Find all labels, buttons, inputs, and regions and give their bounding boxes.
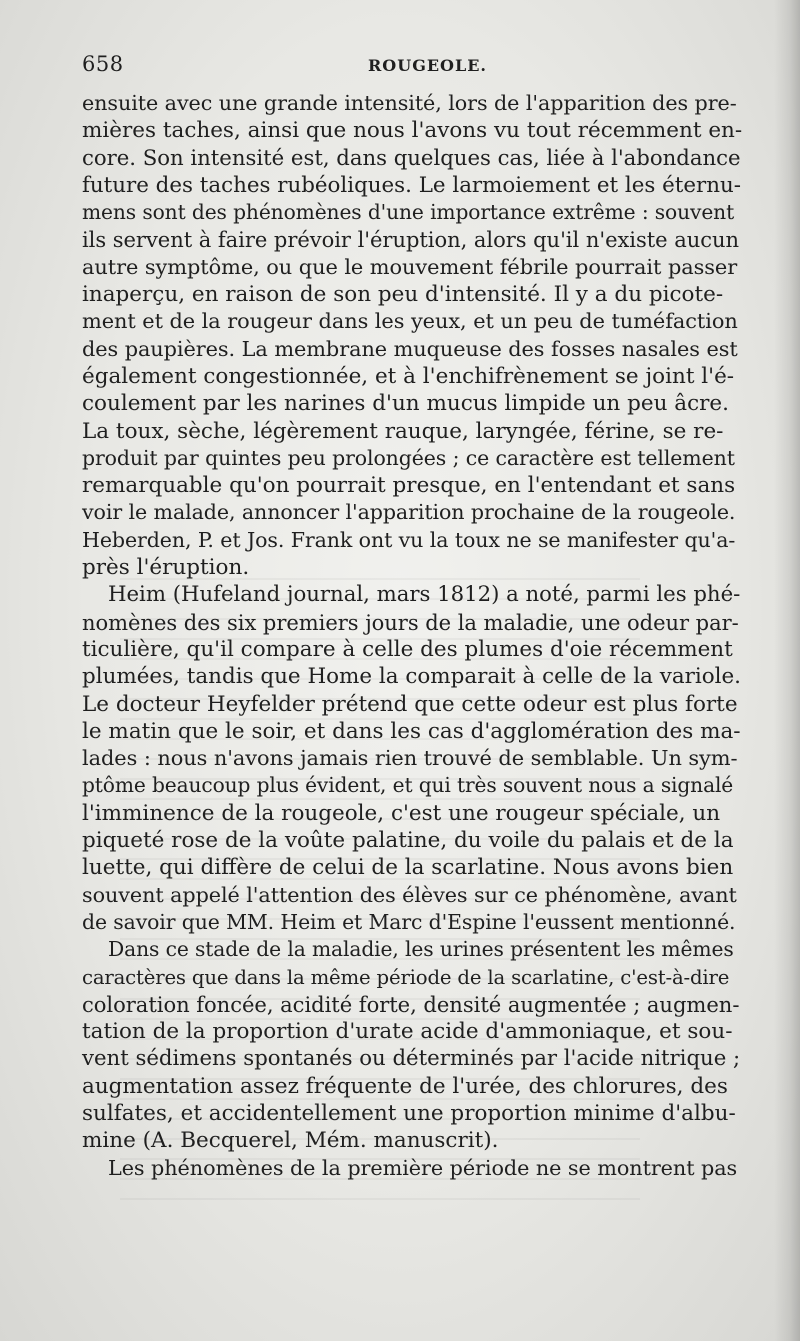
text-line: piqueté rose de la voûte palatine, du voile du palais et de la [82, 828, 734, 854]
text-line: voir le malade, annoncer l'apparition prochaine de la rougeole. [82, 500, 736, 525]
text-line: ils servent à faire prévoir l'éruption, alors qu'il n'existe aucun [82, 227, 739, 253]
text-line: inaperçu, en raison de son peu d'intensité. Il y a du picote- [82, 282, 724, 308]
text-line: La toux, sèche, légèrement rauque, laryngée, férine, se re- [82, 418, 724, 444]
text-line: mières taches, ainsi que nous l'avons vu tout récemment en- [82, 118, 743, 144]
text-line: ptôme beaucoup plus évident, et qui très souvent nous a signalé [82, 773, 734, 798]
text-line: des paupières. La membrane muqueuse des fosses nasales est [82, 336, 738, 361]
page-header [82, 52, 742, 92]
text-line: de savoir que MM. Heim et Marc d'Espine l'eussent mentionné. [82, 909, 736, 934]
paragraph-start-line: Dans ce stade de la maladie, les urines présentent les mêmes [108, 937, 734, 962]
text-line: ment et de la rougeur dans les yeux, et un peu de tuméfaction [82, 309, 738, 334]
text-line: coulement par les narines d'un mucus limpide un peu âcre. [82, 391, 729, 417]
text-line: luette, qui diffère de celui de la scarlatine. Nous avons bien [82, 855, 734, 881]
text-line: Le docteur Heyfelder prétend que cette odeur est plus forte [82, 691, 738, 717]
text-line: tation de la proportion d'urate acide d'ammoniaque, et sou- [82, 1019, 733, 1045]
running-head: ROUGEOLE. [368, 56, 487, 75]
text-line: plumées, tandis que Home la comparait à celle de la variole. [82, 664, 742, 690]
page-edge-shadow [774, 0, 800, 1341]
text-line: coloration foncée, acidité forte, densité augmentée ; augmen- [82, 991, 740, 1017]
text-line: mine (A. Becquerel, Mém. manuscrit). [82, 1128, 499, 1154]
body-text [82, 90, 742, 1182]
text-line: produit par quintes peu prolongées ; ce caractère est tellement [82, 445, 735, 470]
text-line: l'imminence de la rougeole, c'est une rougeur spéciale, un [82, 800, 721, 826]
page-number: 658 [82, 52, 124, 76]
text-line: lades : nous n'avons jamais rien trouvé de semblable. Un sym- [82, 746, 738, 771]
text-line: vent sédimens spontanés ou déterminés par l'acide nitrique ; [82, 1046, 741, 1072]
paragraph-start-line: Les phénomènes de la première période ne se montrent pas [108, 1155, 738, 1180]
text-line: le matin que le soir, et dans les cas d'agglomération des ma- [82, 718, 741, 744]
text-line: souvent appelé l'attention des élèves sur ce phénomène, avant [82, 882, 737, 907]
text-line: caractères que dans la même période de la scarlatine, c'est-à-dire [82, 965, 730, 989]
text-line: près l'éruption. [82, 555, 250, 581]
text-line: autre symptôme, ou que le mouvement fébrile pourrait passer [82, 254, 738, 279]
text-line: sulfates, et accidentellement une proportion minime d'albu- [82, 1100, 736, 1126]
text-line: également congestionnée, et à l'enchifrènement se joint l'é- [82, 363, 735, 389]
text-line: remarquable qu'on pourrait presque, en l'entendant et sans [82, 473, 736, 499]
text-line: nomènes des six premiers jours de la maladie, une odeur par- [82, 609, 739, 635]
text-line: mens sont des phénomènes d'une importance extrême : souvent [82, 200, 735, 225]
text-line: Heberden, P. et Jos. Frank ont vu la toux ne se manifester qu'a- [82, 527, 736, 552]
text-line: core. Son intensité est, dans quelques cas, liée à l'abondance [82, 145, 741, 171]
text-line: future des taches rubéoliques. Le larmoiement et les éternu- [82, 172, 741, 198]
paragraph-start-line: Heim (Hufeland journal, mars 1812) a noté, parmi les phé- [108, 582, 741, 608]
text-line: ensuite avec une grande intensité, lors de l'apparition des pre- [82, 91, 737, 115]
text-line: augmentation assez fréquente de l'urée, des chlorures, des [82, 1073, 728, 1099]
text-line: ticulière, qu'il compare à celle des plumes d'oie récemment [82, 636, 733, 662]
